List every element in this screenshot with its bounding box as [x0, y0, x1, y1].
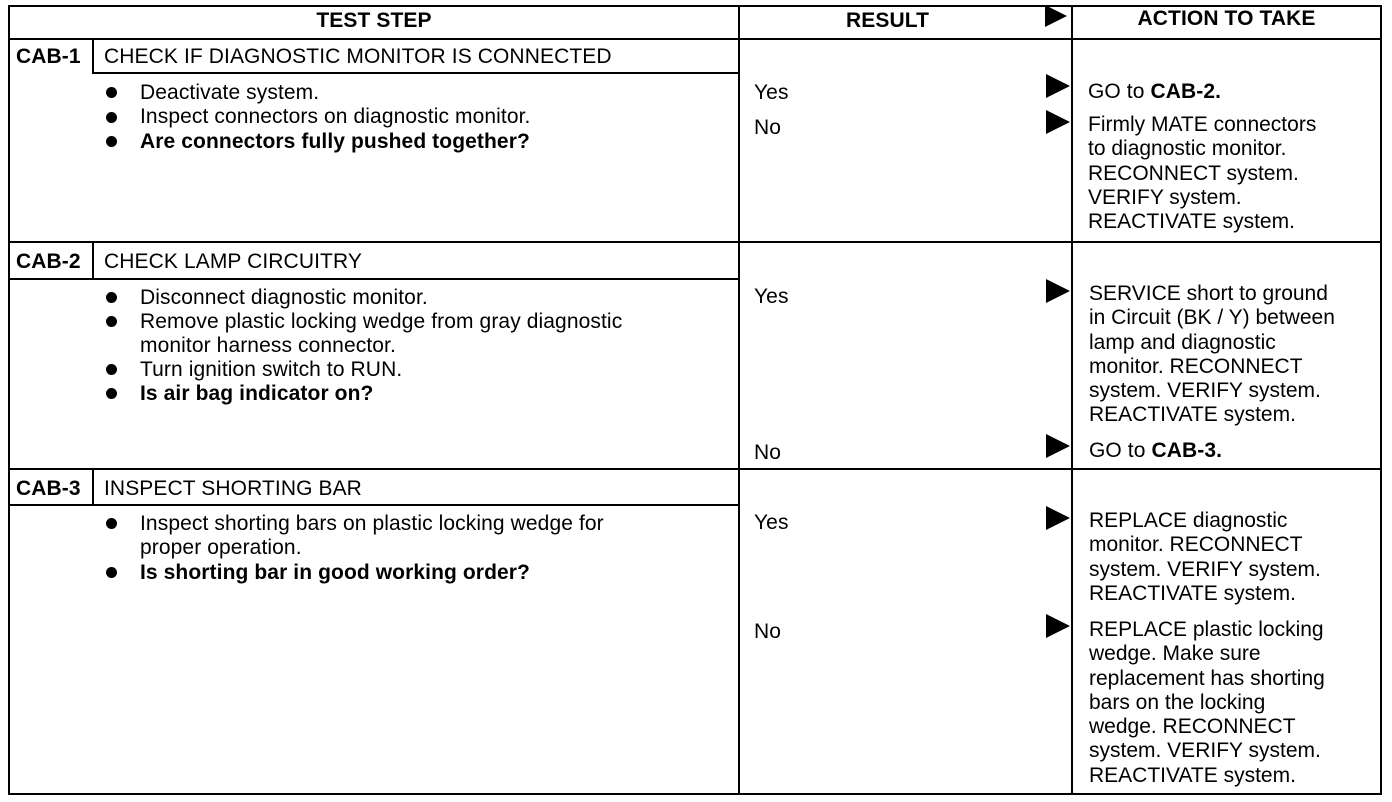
action-line: lamp and diagnostic: [1089, 330, 1276, 354]
cab2-result-yes: Yes: [754, 285, 789, 308]
cab1-id-sep: [92, 39, 94, 73]
cab3-action-no: [1089, 618, 1325, 788]
bullet-icon: [106, 364, 117, 375]
action-line: monitor. RECONNECT: [1089, 354, 1303, 378]
cab1-action-yes: GO to CAB-2.: [1088, 80, 1222, 103]
action-line: SERVICE short to ground: [1089, 282, 1328, 305]
cab2-result-no: No: [754, 441, 782, 464]
cab2-id: CAB-2: [16, 250, 81, 273]
arrow-right-icon: [1046, 434, 1070, 458]
cab3-title-rule: [8, 504, 739, 506]
arrow-right-icon: [1046, 74, 1070, 98]
action-line: REPLACE diagnostic: [1089, 509, 1288, 532]
action-line: Firmly MATE connectors: [1088, 113, 1317, 136]
action-line: to diagnostic monitor.: [1088, 137, 1287, 161]
cab1-end-rule: [8, 241, 1382, 243]
bullet-icon: [106, 87, 117, 98]
border-right: [1380, 5, 1382, 795]
cab1-id: CAB-1: [16, 45, 81, 68]
cab2-id-sep: [92, 242, 94, 278]
action-line: VERIFY system.: [1088, 185, 1242, 209]
action-line: REPLACE plastic locking: [1089, 618, 1324, 641]
bullet-icon: [106, 292, 117, 303]
cab2-bullet-2: Remove plastic locking wedge from gray diagnostic: [140, 310, 623, 333]
cab1-bullet-1: Deactivate system.: [140, 81, 320, 104]
arrow-right-icon: [1046, 279, 1070, 303]
cab3-result-yes: Yes: [754, 511, 789, 534]
action-line: in Circuit (BK / Y) between: [1089, 306, 1335, 330]
action-line: system. VERIFY system.: [1089, 739, 1321, 763]
arrow-right-icon: [1046, 614, 1070, 638]
cab3-result-no: No: [754, 620, 782, 643]
cab1-bullet-3: Are connectors fully pushed together?: [140, 130, 530, 153]
col-sep-1: [738, 5, 740, 795]
action-line: REACTIVATE system.: [1089, 403, 1296, 427]
cab1-title-rule: [92, 72, 739, 74]
cab2-bullet-4: Is air bag indicator on?: [140, 382, 374, 405]
bullet-icon: [106, 112, 117, 123]
cab2-action-yes: [1089, 282, 1335, 428]
bullet-icon: [106, 136, 117, 147]
cab1-result-yes: Yes: [754, 81, 789, 104]
border-bottom: [8, 793, 1382, 795]
header-action: ACTION TO TAKE: [1137, 7, 1316, 30]
cab2-title-rule: [8, 278, 739, 280]
action-line: wedge. Make sure: [1089, 642, 1261, 666]
bullet-icon: [106, 518, 117, 529]
col-sep-2: [1071, 5, 1073, 795]
action-line: wedge. RECONNECT: [1089, 715, 1296, 739]
cab1-bullet-2: Inspect connectors on diagnostic monitor.: [140, 105, 531, 128]
bullet-icon: [106, 567, 117, 578]
cab3-action-yes: [1089, 509, 1321, 606]
cab3-id-sep: [92, 469, 94, 505]
cab2-bullet-1: Disconnect diagnostic monitor.: [140, 286, 428, 309]
bullet-icon: [106, 388, 117, 399]
border-left: [8, 5, 10, 795]
arrow-right-icon: [1046, 506, 1070, 530]
cab3-id: CAB-3: [16, 477, 81, 500]
action-line: REACTIVATE system.: [1089, 763, 1296, 787]
cab3-title: INSPECT SHORTING BAR: [104, 477, 362, 500]
cab1-result-no: No: [754, 116, 782, 139]
action-line: replacement has shorting: [1089, 666, 1325, 690]
action-line: REACTIVATE system.: [1088, 210, 1295, 234]
cab2-title: CHECK LAMP CIRCUITRY: [104, 250, 362, 273]
cab2-bullet-2-cont: monitor harness connector.: [140, 334, 396, 357]
action-line: REACTIVATE system.: [1089, 581, 1296, 605]
header-arrow-icon: [1045, 5, 1067, 27]
arrow-right-icon: [1046, 110, 1070, 134]
header-rule: [8, 38, 1382, 40]
header-result: RESULT: [846, 9, 930, 32]
cab2-end-rule: [8, 468, 1382, 470]
cab1-action-no: [1088, 113, 1316, 234]
action-line: bars on the locking: [1089, 690, 1266, 714]
action-line: monitor. RECONNECT: [1089, 533, 1303, 557]
header-test-step: TEST STEP: [316, 9, 432, 32]
cab1-title: CHECK IF DIAGNOSTIC MONITOR IS CONNECTED: [104, 45, 612, 68]
cab3-bullet-1: Inspect shorting bars on plastic locking wedge for: [140, 512, 604, 535]
bullet-icon: [106, 316, 117, 327]
cab3-bullet-2: Is shorting bar in good working order?: [140, 561, 530, 584]
cab2-action-no: GO to CAB-3.: [1089, 439, 1223, 462]
action-line: system. VERIFY system.: [1089, 557, 1321, 581]
action-line: RECONNECT system.: [1088, 161, 1299, 185]
cab3-bullet-1-cont: proper operation.: [140, 536, 302, 559]
action-line: system. VERIFY system.: [1089, 379, 1321, 403]
cab2-bullet-3: Turn ignition switch to RUN.: [140, 358, 403, 381]
